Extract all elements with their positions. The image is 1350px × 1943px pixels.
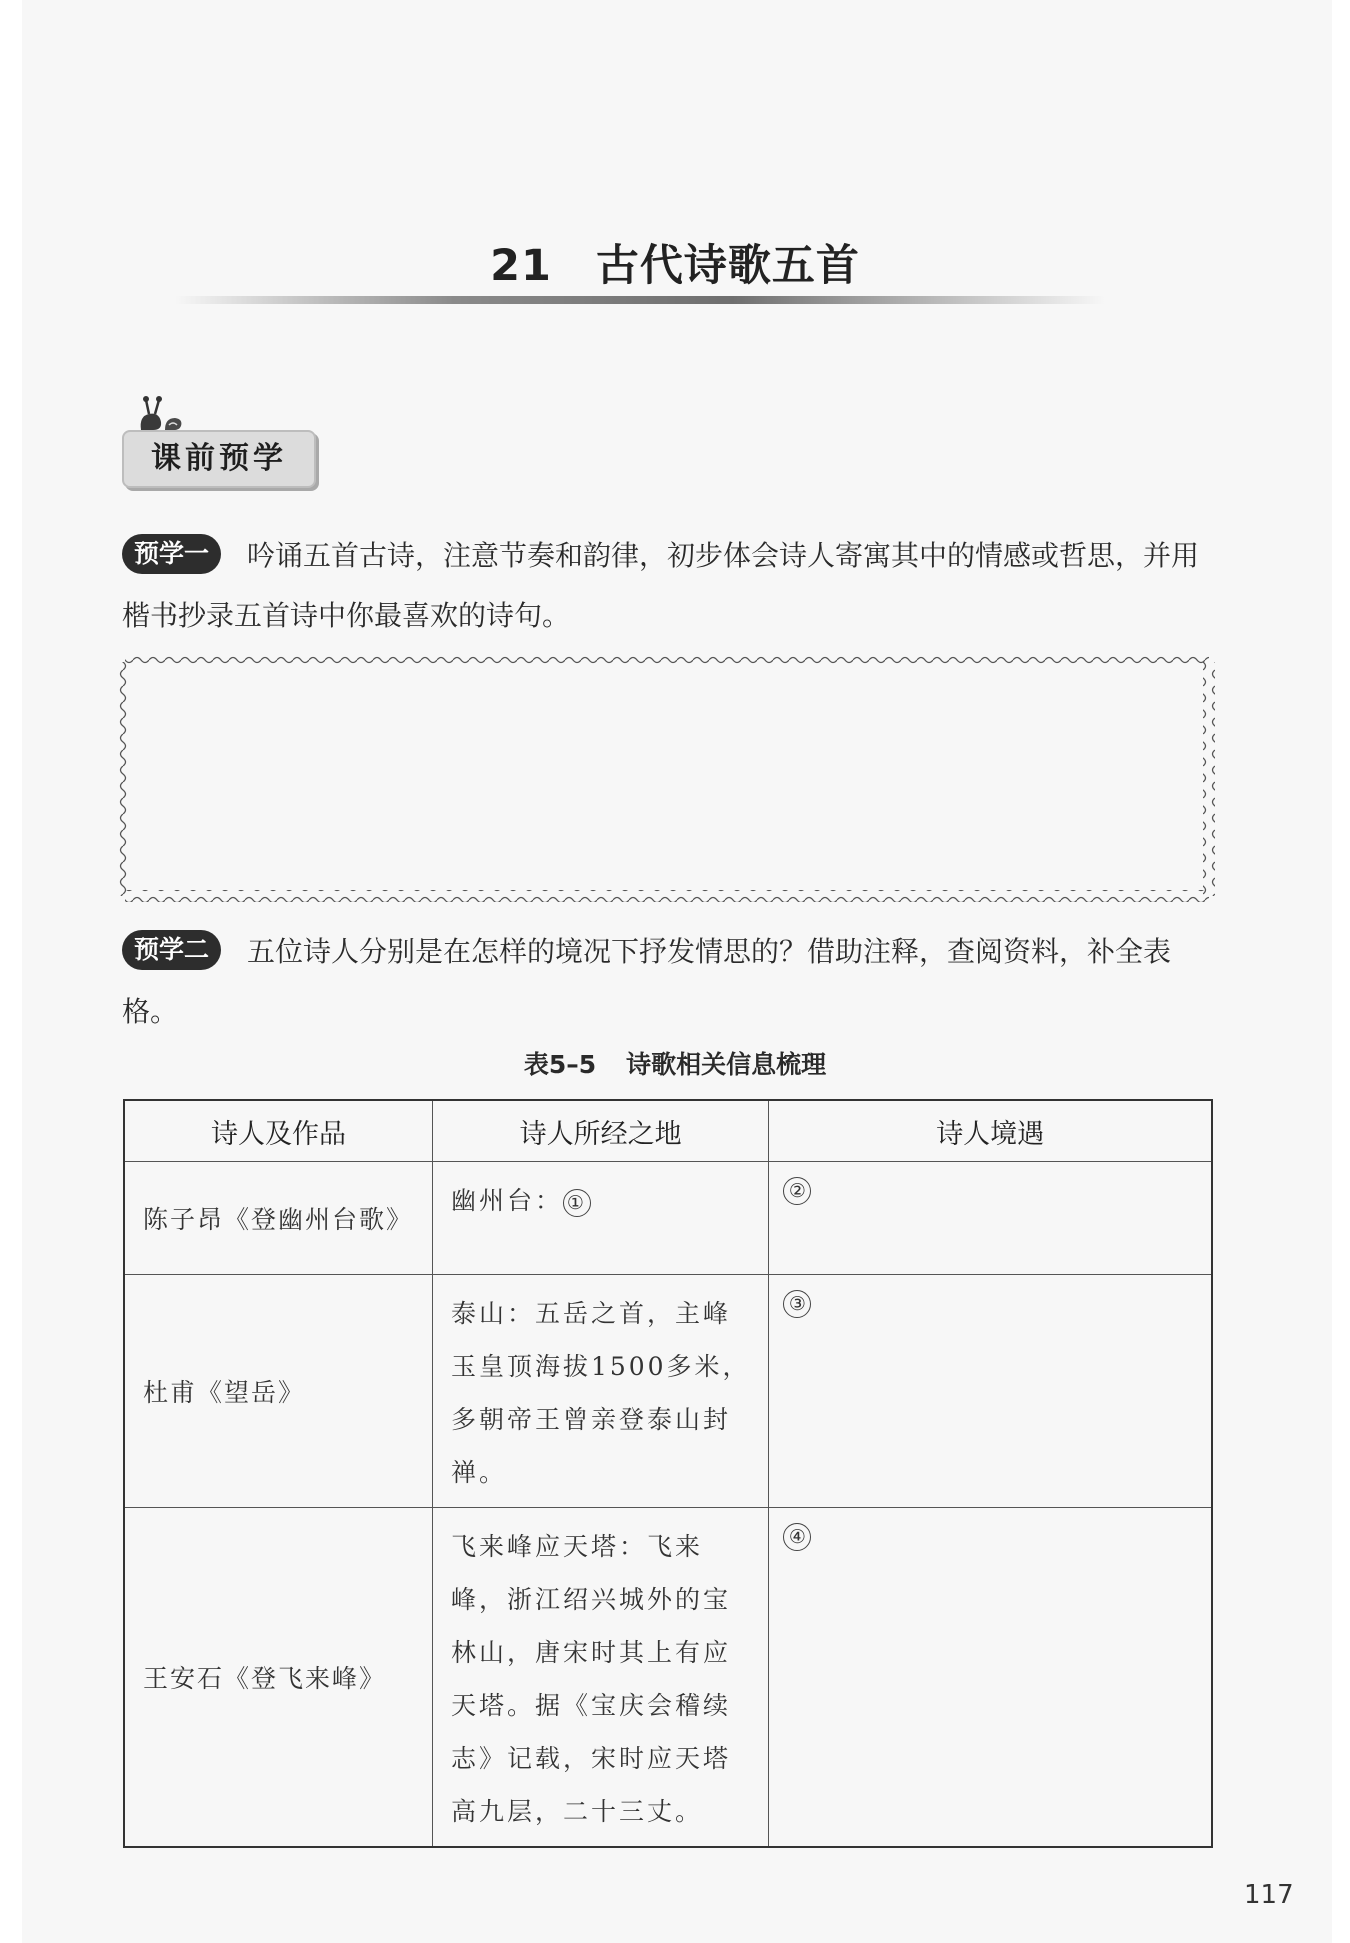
place-cell: 飞来峰应天塔：飞来峰，浙江绍兴城外的宝林山，唐宋时其上有应天塔。据《宝庆会稽续志》记载，宋时应天塔高九层，二十三丈。 [432, 1508, 768, 1848]
fate-cell[interactable] [769, 1162, 1212, 1275]
blank-marker: ④ [783, 1523, 811, 1551]
writing-box[interactable] [117, 654, 1217, 904]
table-caption [0, 1045, 1350, 1081]
place-cell: 泰山：五岳之首，主峰玉皇顶海拔1500多米，多朝帝王曾亲登泰山封禅。 [432, 1275, 768, 1508]
table-header-row [124, 1100, 1212, 1162]
header-place: 诗人所经之地 [432, 1100, 768, 1162]
blank-marker: ③ [783, 1290, 811, 1318]
task-one-badge: 预学一 [122, 534, 221, 574]
fate-cell[interactable] [769, 1508, 1212, 1848]
place-text: 幽州台： [450, 1186, 563, 1215]
place-cell[interactable] [432, 1162, 768, 1275]
poem-info-table [123, 1099, 1213, 1848]
task-two-badge: 预学二 [122, 930, 221, 970]
task-one-text: 吟诵五首古诗，注意节奏和韵律，初步体会诗人寄寓其中的情感或哲思，并用楷书抄录五首诗中你最喜欢的诗句。 [122, 539, 1200, 632]
header-poet: 诗人及作品 [124, 1100, 432, 1162]
fate-cell[interactable] [769, 1275, 1212, 1508]
lesson-number: 21 [490, 241, 552, 291]
table-row [124, 1162, 1212, 1275]
lesson-title [0, 232, 1350, 293]
title-underline [175, 296, 1105, 304]
table-caption-number: 表5–5 [523, 1050, 597, 1079]
poet-cell: 杜甫《望岳》 [124, 1275, 432, 1508]
table-row [124, 1275, 1212, 1508]
page-number: 117 [1244, 1880, 1294, 1910]
blank-marker: ② [783, 1177, 811, 1205]
lesson-title-text: 古代诗歌五首 [595, 241, 860, 291]
task-two [122, 922, 1212, 1042]
snail-icon [135, 394, 185, 434]
poet-cell: 王安石《登飞来峰》 [124, 1508, 432, 1848]
task-two-text: 五位诗人分别是在怎样的境况下抒发情思的？借助注释，查阅资料，补全表格。 [122, 935, 1172, 1028]
table-row [124, 1508, 1212, 1848]
table-caption-title: 诗歌相关信息梳理 [626, 1050, 827, 1079]
section-heading-preview: 课前预学 [122, 430, 316, 488]
poet-cell: 陈子昂《登幽州台歌》 [124, 1162, 432, 1275]
blank-marker: ① [563, 1189, 591, 1217]
task-one [122, 526, 1212, 646]
header-fate: 诗人境遇 [769, 1100, 1212, 1162]
